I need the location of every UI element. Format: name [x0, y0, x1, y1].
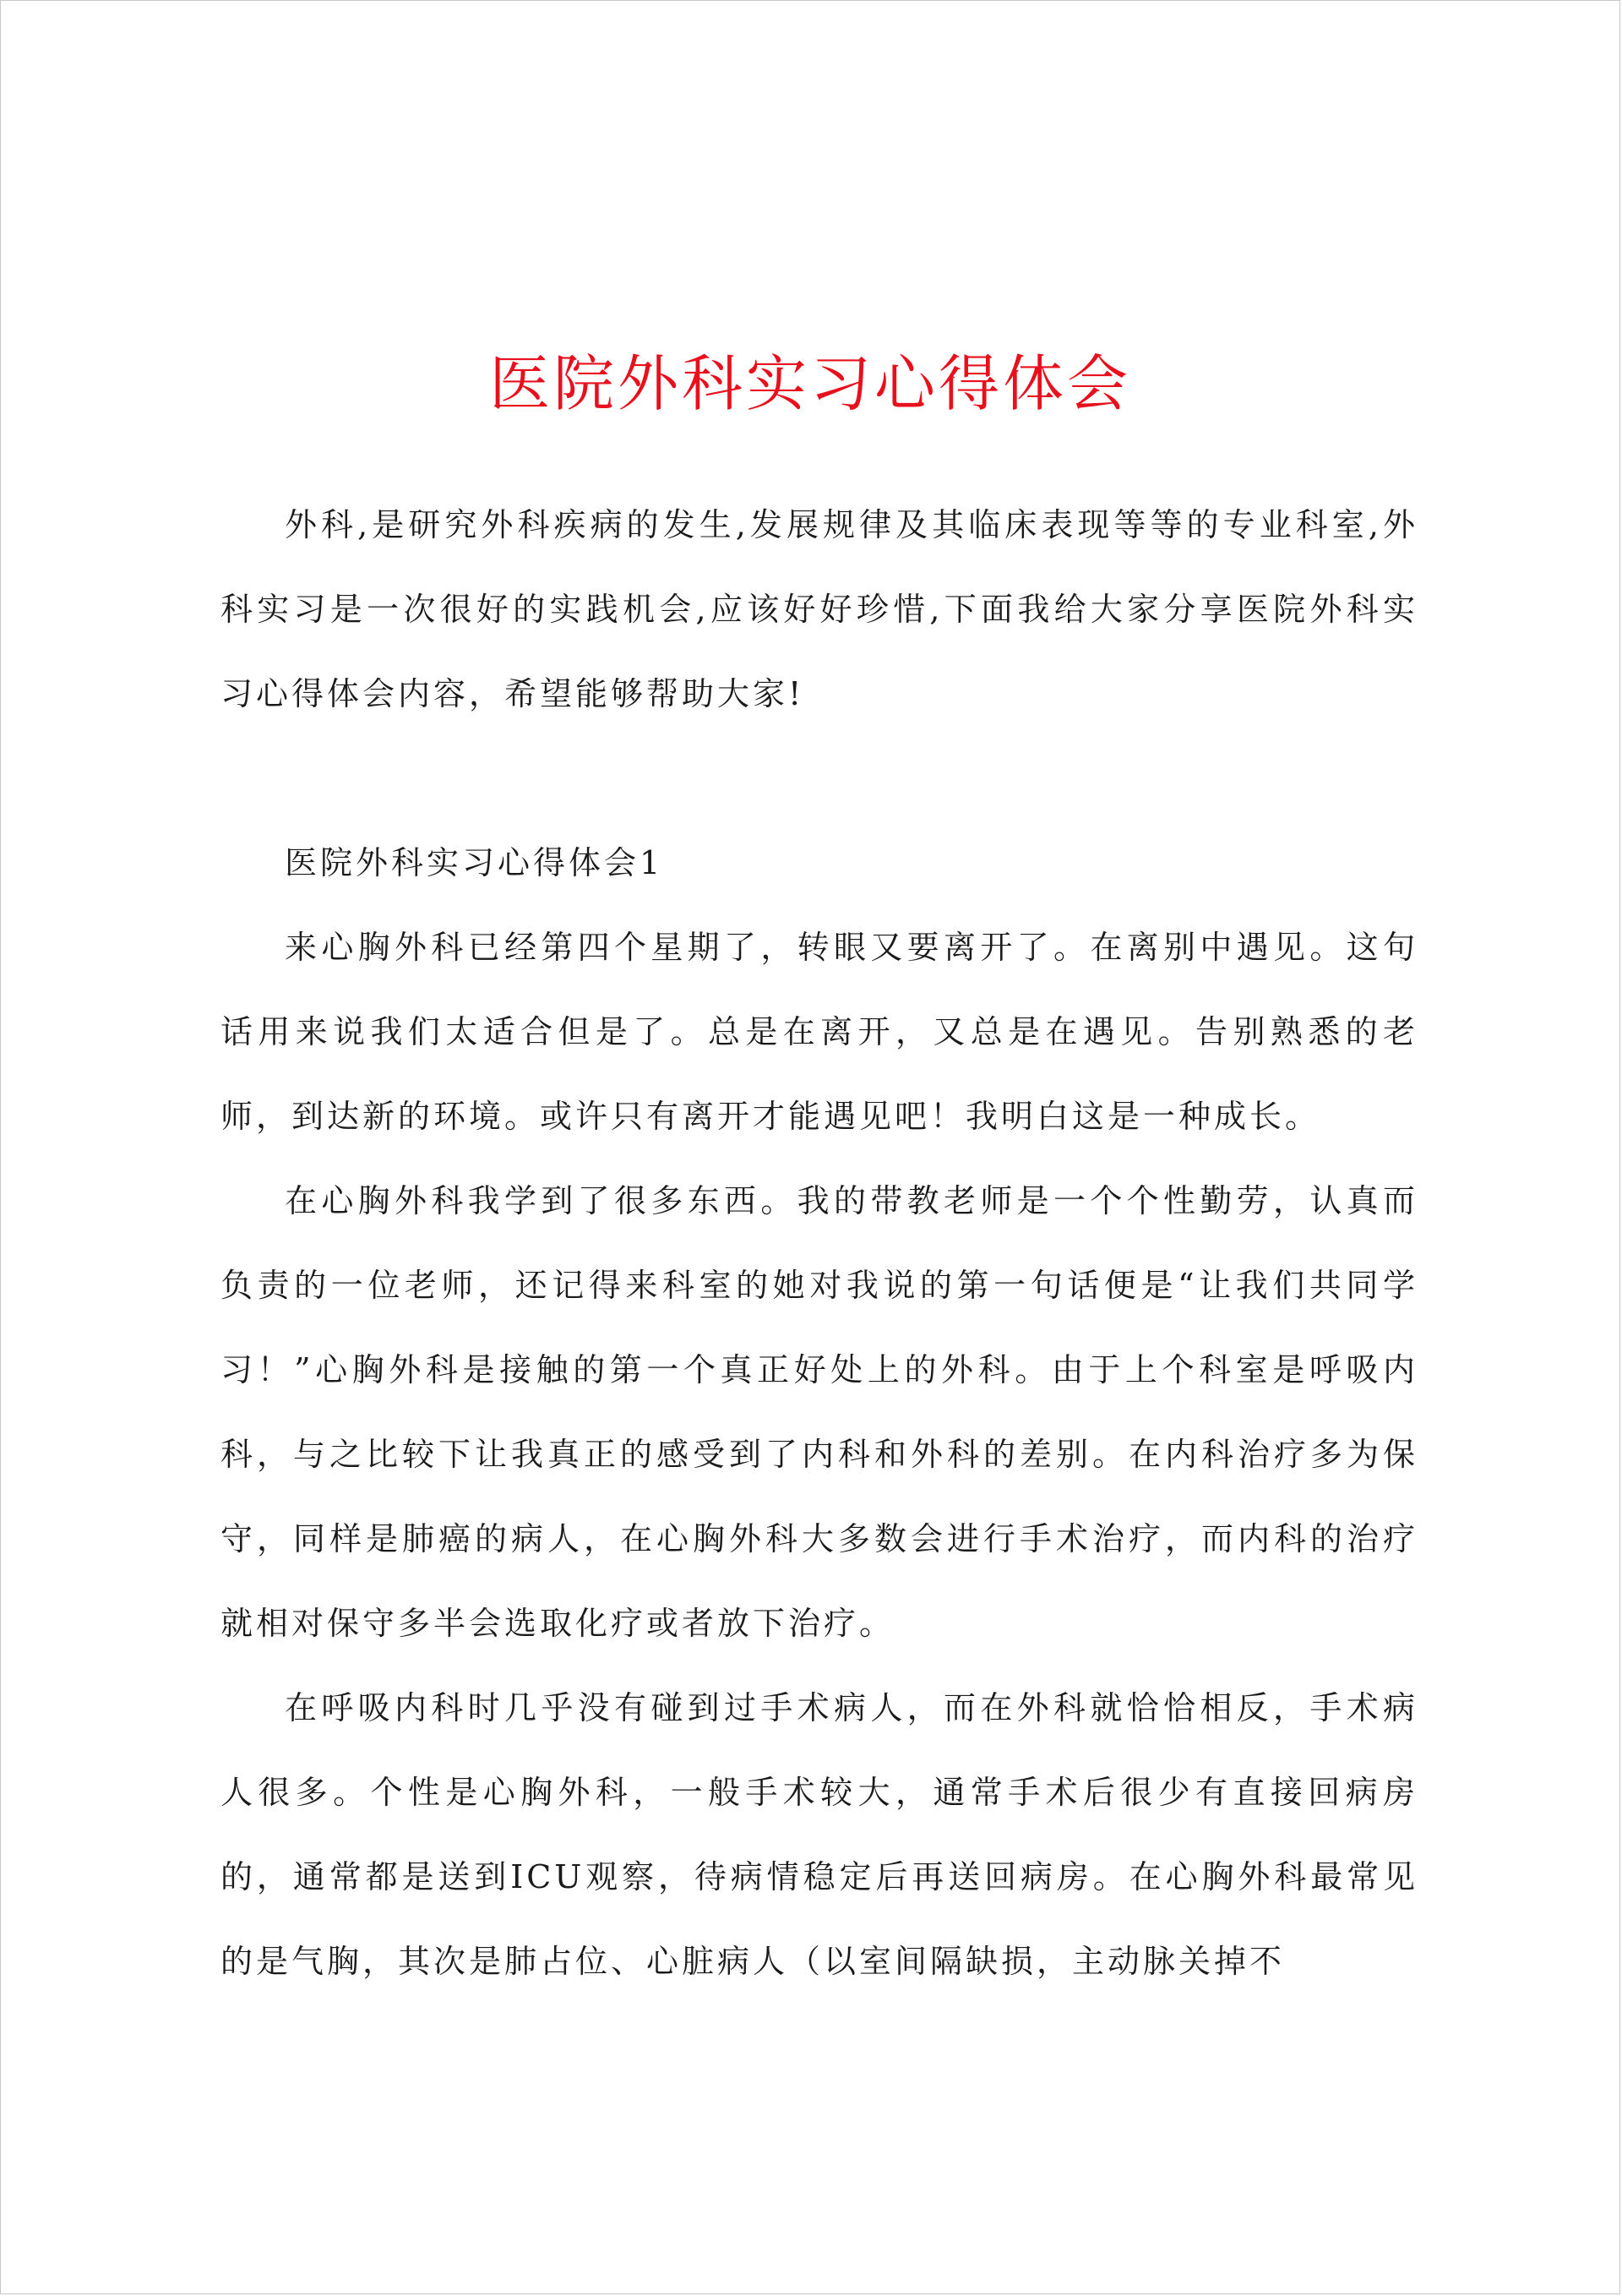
intro-paragraph: 外科,是研究外科疾病的发生,发展规律及其临床表现等等的专业科室,外科实习是一次很好的实践机会,应该好好珍惜,下面我给大家分享医院外科实习心得体会内容，希望能够帮助大家! [220, 506, 1418, 712]
document-title: 医院外科实习心得体会 [488, 348, 1131, 419]
intro-block [220, 483, 1418, 736]
section-block [220, 821, 1418, 2004]
body-paragraph: 来心胸外科已经第四个星期了，转眼又要离开了。在离别中遇见。这句话用来说我们太适合但是了。总是在离开，又总是在遇见。告别熟悉的老师，到达新的环境。或许只有离开才能遇见吧！我明白这是一种成长。 [220, 929, 1418, 1135]
body-paragraph: 在呼吸内科时几乎没有碰到过手术病人，而在外科就恰恰相反，手术病人很多。个性是心胸外科，一般手术较大，通常手术后很少有直接回病房的，通常都是送到ICU观察，待病情稳定后再送回病房。在心胸外科最常见的是气胸，其次是肺占位、心脏病人（以室间隔缺损，主动脉关掉不 [220, 1689, 1418, 1980]
body-paragraph: 在心胸外科我学到了很多东西。我的带教老师是一个个性勤劳，认真而负责的一位老师，还记得来科室的她对我说的第一句话便是“让我们共同学习！”心胸外科是接触的第一个真正好处上的外科。由于上个科室是呼吸内科，与之比较下让我真正的感受到了内科和外科的差别。在内科治疗多为保守，同样是肺癌的病人，在心胸外科大多数会进行手术治疗，而内科的治疗就相对保守多半会选取化疗或者放下治疗。 [220, 1182, 1418, 1642]
section-heading: 医院外科实习心得体会1 [285, 844, 664, 881]
